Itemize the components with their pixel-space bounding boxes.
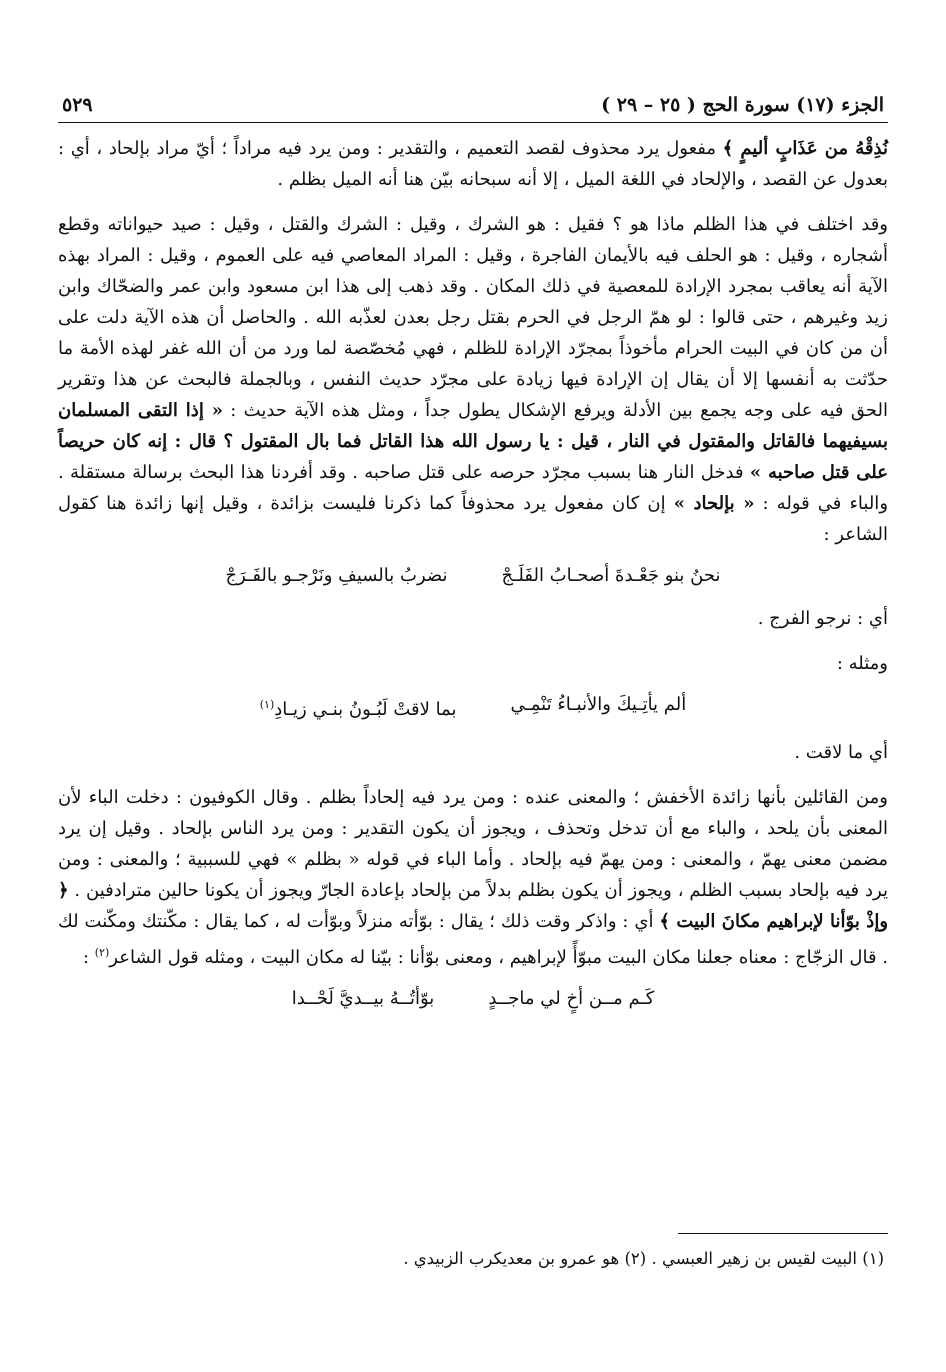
paragraph-1-text: مفعول يرد محذوف لقصد التعميم ، والتقدير : ومن يرد فيه مراداً ؛ أيّ مراد بإلحاد ، أي : بعدول عن القصد ، والإلحاد في اللغة الميل ، إلا أنه سبحانه بيّن هنا أنه الميل بظلم . xyxy=(58,138,888,190)
paragraph-1 xyxy=(58,133,888,195)
verse-2-second-hemistich-wrap xyxy=(260,689,457,725)
page-header xyxy=(58,92,888,123)
verse-2-second-hemistich: بما لاقتْ لَبُـونُ بنـي زيـادِ xyxy=(274,699,457,720)
poem-verse-1 xyxy=(58,560,888,591)
verse-2-first-hemistich: ألم يأتِـيكَ والأنبـاءُ تَنْمِـي xyxy=(510,694,687,715)
footnote-divider xyxy=(678,1233,888,1234)
footnotes: (١) البيت لقيس بن زهير العبسي . (٢) هو عمرو بن معديكرب الزبيدي . xyxy=(403,1249,884,1268)
verse-3-first-hemistich: كَـم مــن أخٍ لي ماجــدٍ xyxy=(488,988,655,1009)
paragraph-2 xyxy=(58,209,888,550)
verse-3-second-hemistich: بوّأتُــهُ بيــديَّ لَحْــدا xyxy=(291,988,435,1009)
verse-1-second-hemistich: نضربُ بالسيفِ ونَرْجـو بالفَـرَجْ xyxy=(225,565,448,586)
paragraph-2-text-3: إن كان مفعول يرد محذوفاً كما ذكرنا فليست بزائدة ، وقيل إنها زائدة هنا كقول الشاعر : xyxy=(58,493,888,545)
poem-verse-2 xyxy=(58,689,888,725)
paragraph-3-text-3: : xyxy=(82,947,95,968)
verse-1-first-hemistich: نحنُ بنو جَعْـدةَ أصحـابُ الفَلَـجْ xyxy=(501,565,721,586)
poem-verse-3 xyxy=(58,983,888,1014)
intro-line-2: ومثله : xyxy=(836,653,888,674)
hadith-quote: « إذا التقى المسلمان بسيفيهما فالقاتل والمقتول في النار ، قيل : يا رسول الله هذا القاتل فما بال المقتول ؟ قال : إنه كان حريصاً على قتل صاحبه » xyxy=(58,400,888,483)
quran-phrase: نُذِقْهُ من عَذَابٍ أليمٍ ﴾ xyxy=(722,138,888,159)
running-title: الجزء (١٧) سورة الحج ( ٢٥ – ٢٩ ) xyxy=(601,94,884,116)
paragraph-3 xyxy=(58,782,888,973)
quoted-word: « بإلحاد » xyxy=(673,493,755,514)
paragraph-3-text-2: أي : واذكر وقت ذلك ؛ يقال : بوّأته منزلاً وبوّأت له ، كما يقال : مكّنتك ومكّنت لك . قال الزجّاج : معناه جعلنا مكان البيت مبوّأً لإبراهيم ، ومعنى بوّأنا : بيّنا له مكان البيت ، ومثله قول الشاعر xyxy=(58,911,888,968)
footnote-mark-2: (٢) xyxy=(94,946,110,959)
explanation-line-1: أي : نرجو الفرج . xyxy=(757,608,888,629)
page-body xyxy=(58,133,888,1014)
quran-verse: ﴿ وإذْ بوّأنا لإبراهيم مكانَ البيت ﴾ xyxy=(58,880,889,932)
explanation-line-2: أي ما لاقت . xyxy=(794,742,888,763)
page-number: ٥٢٩ xyxy=(62,94,93,116)
paragraph-3-text: ومن القائلين بأنها زائدة الأخفش ؛ والمعنى عنده : ومن يرد فيه إلحاداً بظلم . وقال الكوفيون : دخلت الباء لأن المعنى بأن يلحد ، والباء مع أن تدخل وتحذف ، ويجوز أن يكون التقدير : ومن يرد الناس بإلحاد . وقيل إن يرد مضمن معنى يهمّ ، والمعنى : ومن يهمّ فيه بإلحاد . وأما الباء في قوله « بظلم » فهي للسببية ؛ والمعنى : ومن يرد فيه بإلحاد بسبب الظلم ، ويجوز أن يكون بظلم بدلاً من بإلحاد بإعادة الجارّ ويجوز أن يكونا حالين مترادفين . xyxy=(58,787,888,901)
paragraph-2-text-2: فدخل النار هنا بسبب مجرّد حرصه على قتل صاحبه . وقد أفردنا هذا البحث برسالة مستقلة . والباء في قوله : xyxy=(58,462,889,514)
footnote-mark-1: (١) xyxy=(259,698,275,711)
paragraph-2-text: وقد اختلف في هذا الظلم ماذا هو ؟ فقيل : هو الشرك ، وقيل : الشرك والقتل ، وقيل : صيد حيواناته وقطع أشجاره ، وقيل : هو الحلف فيه بالأيمان الفاجرة ، وقيل : المراد المعاصي فيه على العموم ، وقيل : المراد بهذه الآية أنه يعاقب بمجرد الإرادة للمعصية في ذلك المكان . وقد ذهب إلى هذا ابن مسعود وابن عمر والضحّاك وابن زيد وغيرهم ، حتى قالوا : لو همّ الرجل في الحرم بقتل رجل بعدن لعذّبه الله . والحاصل أن هذه الآية دلت على أن من كان في البيت الحرام مأخوذاً بمجرّد الإرادة للظلم ، فهي مُخصّصة لما ورد من أن الله غفر لهذه الأمة ما حدّثت به أنفسها إلا أن يقال إن الإرادة فيها زيادة على مجرّد حديث النفس ، وبالجملة فالبحث عن هذا وتقرير الحق فيه على وجه يجمع بين الأدلة ويرفع الإشكال يطول جداً ، ومثل هذه الآية حديث : xyxy=(58,214,888,421)
